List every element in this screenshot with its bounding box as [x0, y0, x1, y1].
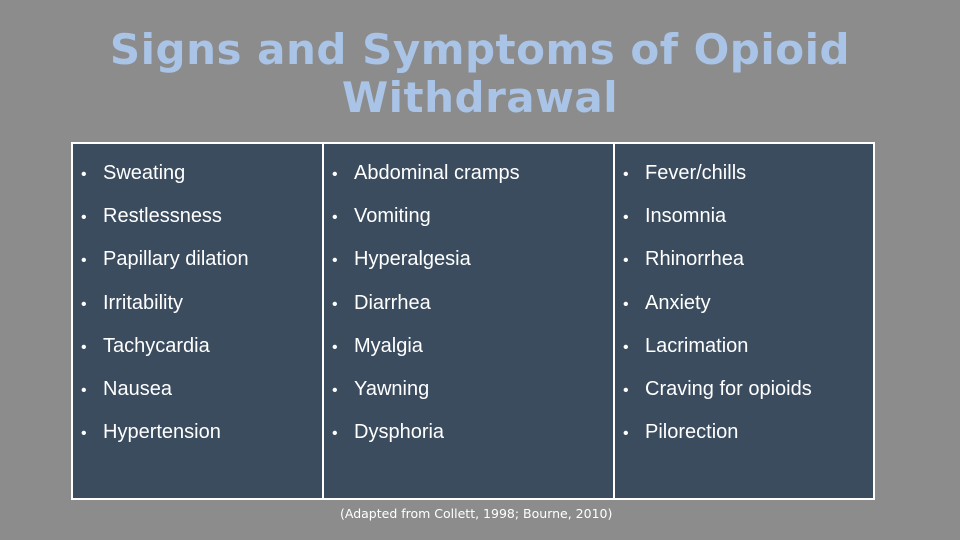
symptoms-column-2	[322, 144, 613, 498]
slide-title-line-1: Signs and Symptoms of Opioid	[109, 25, 851, 74]
list-item	[623, 246, 873, 289]
list-item-text: Hypertension	[103, 421, 221, 444]
list-item	[623, 160, 873, 203]
list-item	[623, 419, 873, 462]
list-item	[332, 419, 613, 462]
list-item-text: Hyperalgesia	[354, 248, 471, 271]
list-item-text: Lacrimation	[645, 334, 749, 357]
bullet-icon: •	[81, 252, 87, 270]
bullet-icon: •	[332, 338, 338, 356]
list-item	[81, 333, 322, 376]
bullet-icon: •	[332, 209, 338, 227]
list-item-text: Fever/chills	[645, 162, 747, 184]
list-item	[81, 376, 322, 419]
list-item-text: Abdominal cramps	[354, 162, 520, 184]
list-item	[332, 333, 613, 376]
list-item-text: Insomnia	[645, 205, 727, 228]
bullet-icon: •	[623, 338, 629, 356]
bullet-icon: •	[623, 425, 629, 443]
bullet-icon: •	[81, 425, 87, 443]
bullet-icon: •	[332, 295, 338, 313]
list-item	[81, 203, 322, 246]
list-item	[81, 160, 322, 203]
list-item-text: Diarrhea	[354, 291, 431, 314]
bullet-icon: •	[332, 252, 338, 270]
bullet-icon: •	[81, 295, 87, 313]
bullet-icon: •	[81, 209, 87, 227]
slide-title	[0, 26, 960, 122]
list-item	[623, 333, 873, 376]
list-item-text: Craving for opioids	[645, 377, 812, 400]
symptoms-table	[71, 142, 875, 500]
list-item-text: Nausea	[103, 377, 172, 400]
bullet-icon: •	[81, 166, 87, 183]
list-item	[332, 160, 613, 203]
bullet-icon: •	[332, 166, 338, 183]
list-item	[81, 290, 322, 333]
symptoms-list-3	[615, 144, 873, 462]
list-item-text: Myalgia	[354, 334, 423, 357]
bullet-icon: •	[623, 252, 629, 270]
list-item-text: Dysphoria	[354, 421, 445, 444]
list-item-text: Restlessness	[103, 205, 222, 228]
slide-title-line-2: Withdrawal	[341, 73, 619, 122]
list-item-text: Papillary dilation	[103, 248, 249, 271]
list-item	[332, 203, 613, 246]
list-item	[332, 376, 613, 419]
bullet-icon: •	[332, 425, 338, 443]
bullet-icon: •	[332, 381, 338, 399]
list-item	[623, 290, 873, 333]
bullet-icon: •	[81, 338, 87, 356]
list-item	[81, 419, 322, 462]
bullet-icon: •	[623, 209, 629, 227]
list-item	[332, 246, 613, 289]
list-item-text: Pilorection	[645, 421, 739, 444]
list-item-text: Vomiting	[354, 205, 431, 228]
list-item-text: Rhinorrhea	[645, 248, 744, 271]
list-item	[623, 203, 873, 246]
symptoms-list-1	[73, 144, 322, 462]
list-item	[623, 376, 873, 419]
list-item-text: Anxiety	[645, 291, 711, 314]
bullet-icon: •	[81, 381, 87, 399]
list-item-text: Tachycardia	[103, 334, 210, 357]
list-item-text: Irritability	[103, 291, 184, 314]
bullet-icon: •	[623, 381, 629, 399]
list-item	[81, 246, 322, 289]
bullet-icon: •	[623, 295, 629, 313]
symptoms-list-2	[324, 144, 613, 462]
symptoms-column-1	[73, 144, 322, 498]
source-citation: (Adapted from Collett, 1998; Bourne, 2010)	[340, 506, 613, 521]
symptoms-column-3	[613, 144, 873, 498]
list-item-text: Yawning	[354, 377, 430, 400]
list-item	[332, 290, 613, 333]
list-item-text: Sweating	[103, 162, 186, 184]
bullet-icon: •	[623, 166, 629, 183]
